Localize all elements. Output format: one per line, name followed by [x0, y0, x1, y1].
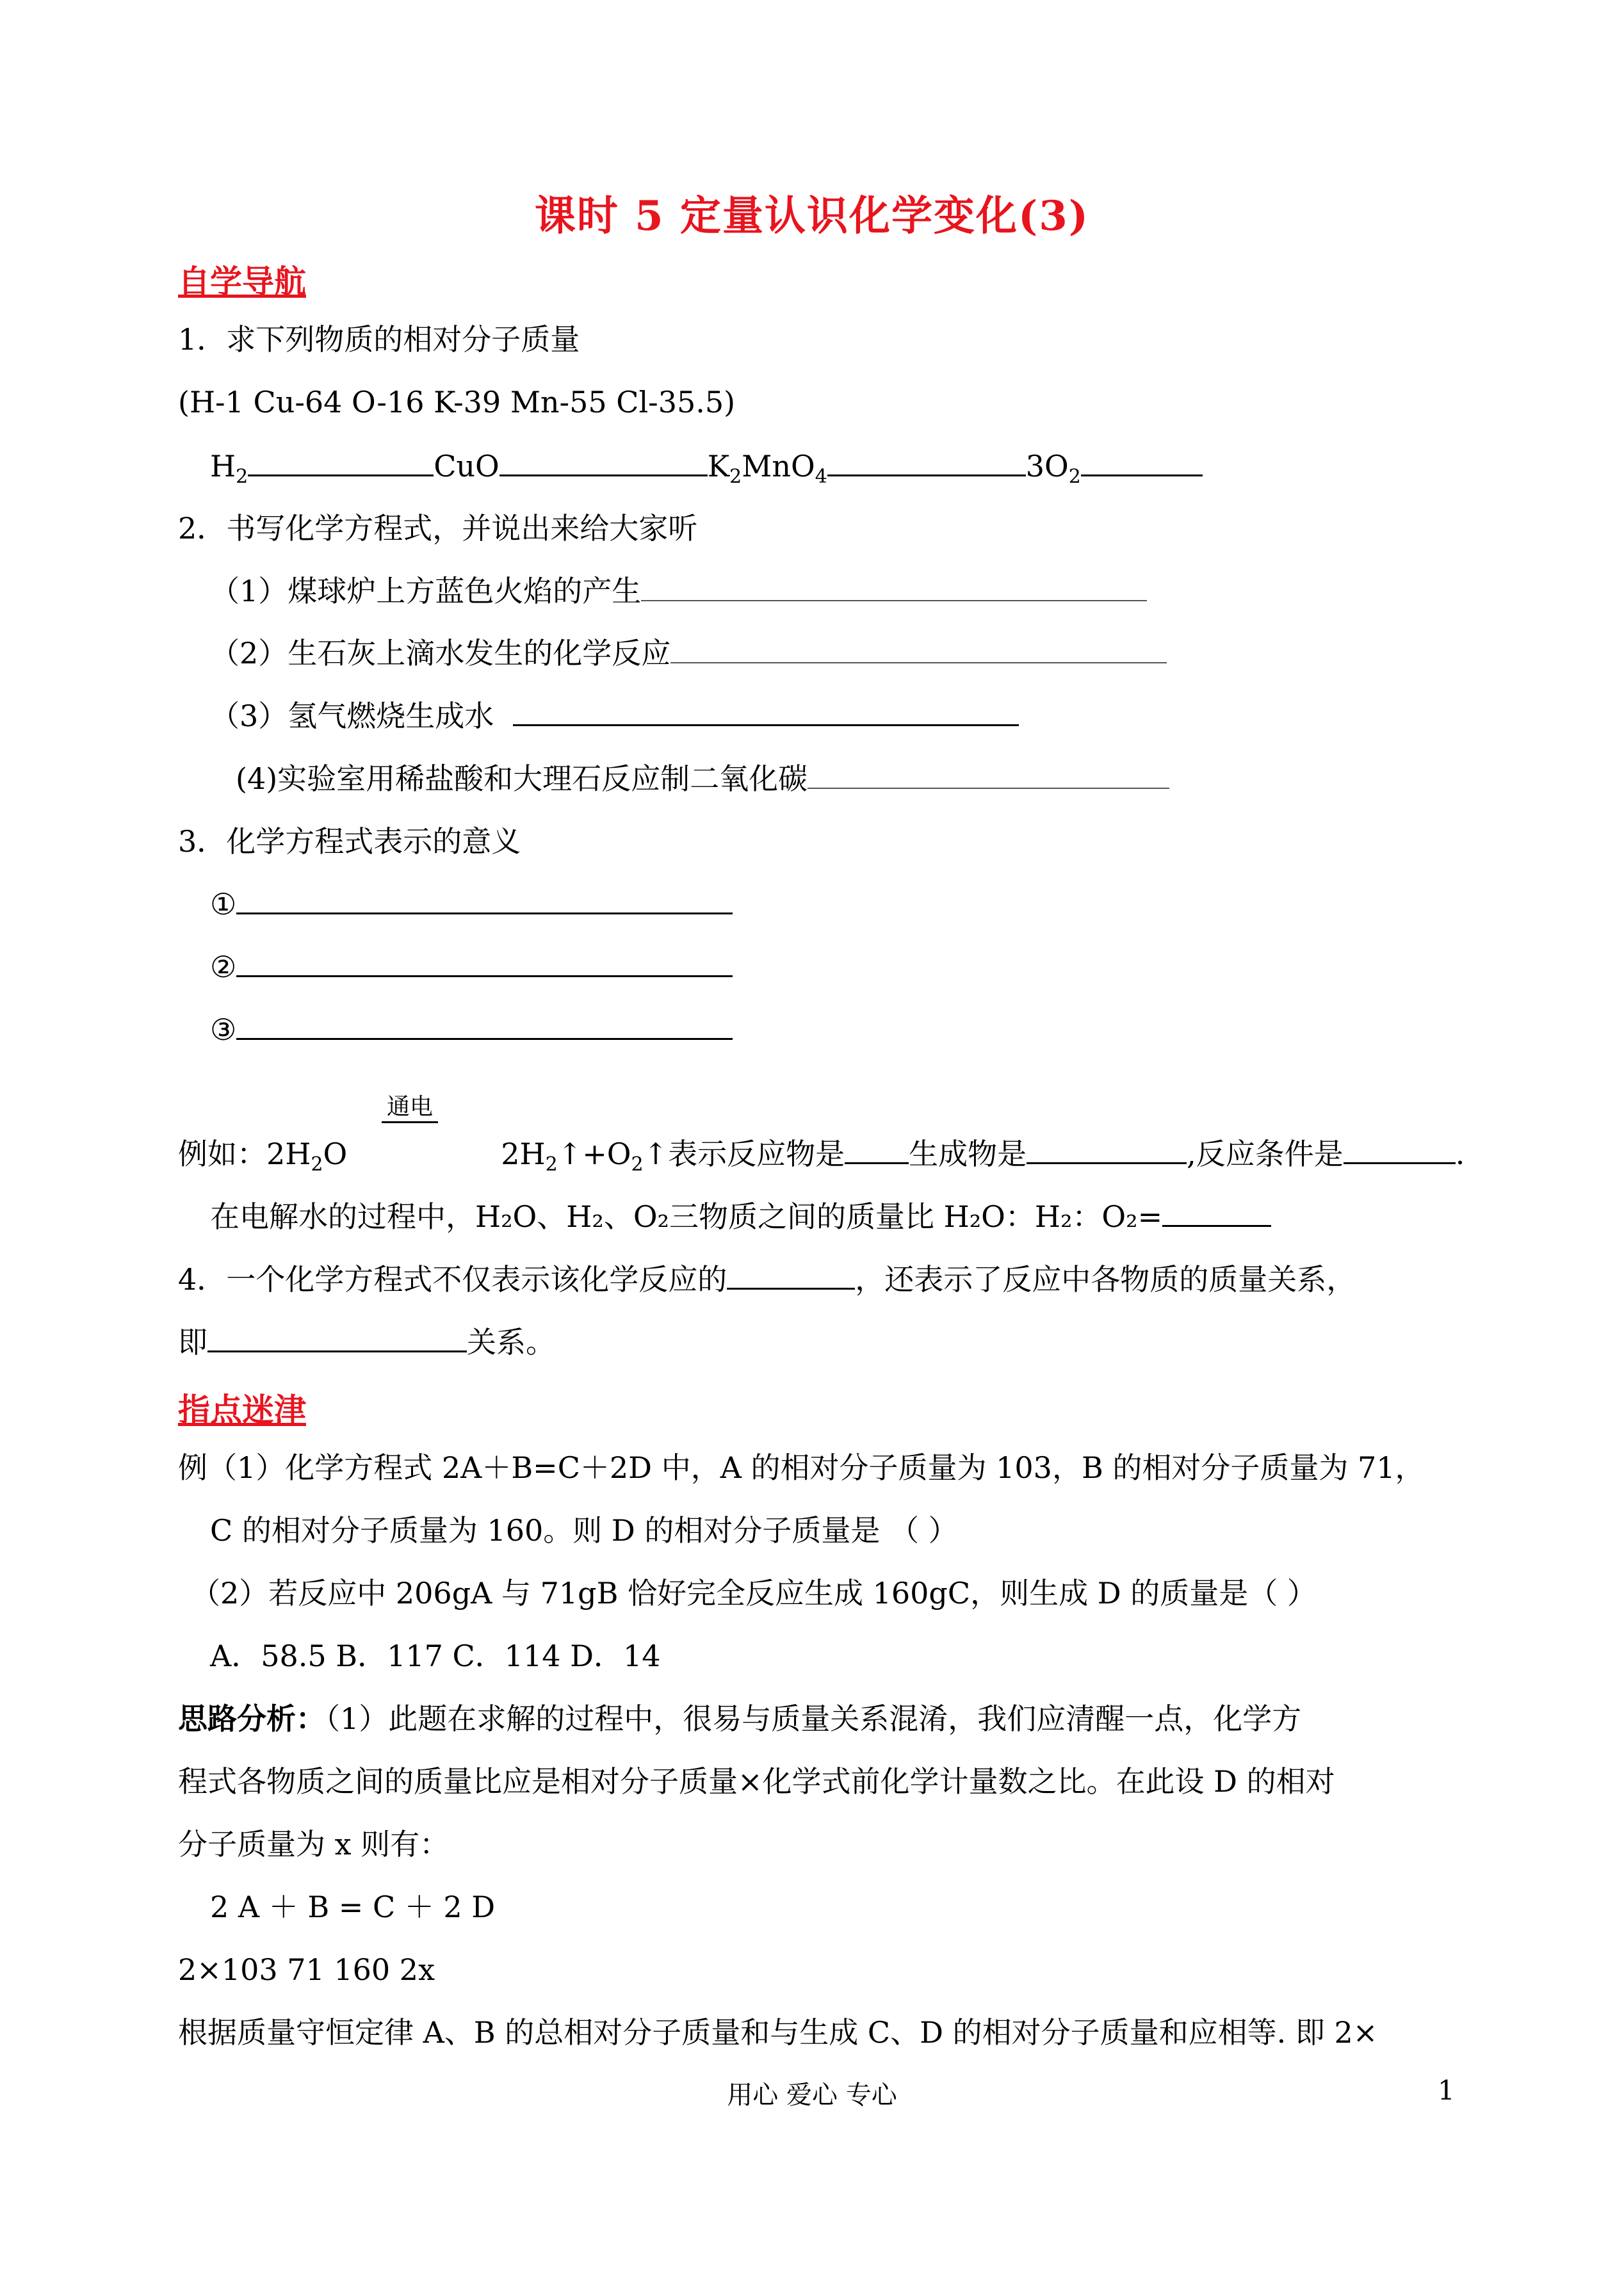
footer-motto: 用心 爱心 专心 [727, 2080, 897, 2110]
atomic-masses: (H-1 Cu-64 O-16 K-39 Mn-55 Cl-35.5) [178, 385, 736, 419]
answer-blank[interactable] [236, 887, 733, 914]
page-number: 1 [1438, 2075, 1455, 2106]
page-title: 课时 5 定量认识化学变化(3) [534, 192, 1090, 240]
o2-answer-blank[interactable] [1081, 449, 1203, 476]
answer-blank[interactable] [641, 574, 1147, 601]
ratio-blank[interactable] [1162, 1199, 1271, 1227]
mass-ratio-line: 在电解水的过程中，H₂O、H₂、O₂三物质之间的质量比 H₂O：H₂：O₂= [210, 1197, 1271, 1236]
reactant-blank[interactable] [845, 1137, 909, 1164]
question-3: 3．化学方程式表示的意义 [178, 824, 521, 859]
question-4-cont: 即 关系。 [178, 1325, 555, 1359]
h2-formula: $H_2$ [210, 449, 248, 489]
answer-blank[interactable] [808, 762, 1169, 789]
analysis-line-1: 思路分析：（1）此题在求解的过程中，很易与质量关系混淆，我们应清醒一点，化学方 [178, 1701, 1302, 1736]
question-2-item-3: （3）氢气燃烧生成水 [210, 697, 1019, 735]
answer-blank[interactable] [236, 950, 733, 977]
k2mno4-answer-blank[interactable] [827, 449, 1026, 476]
h2-answer-blank[interactable] [248, 449, 434, 476]
example-line-2: C 的相对分子质量为 160。则 D 的相对分子质量是 （ ） [210, 1513, 958, 1548]
answer-blank[interactable] [236, 1012, 733, 1040]
cuo-formula: CuO [434, 449, 499, 483]
example-line-1: 例（1）化学方程式 2A＋B=C＋2D 中，A 的相对分子质量为 103，B 的相对分子质量为 71， [178, 1450, 1425, 1485]
cuo-answer-blank[interactable] [499, 449, 708, 476]
section-heading-self-study: 自学导航 [178, 263, 306, 300]
question-2: 2．书写化学方程式，并说出来给大家听 [178, 511, 698, 546]
question-1: 1．求下列物质的相对分子质量 [178, 322, 580, 357]
equation: 2 A ＋ B = C ＋ 2 D [210, 1890, 496, 1924]
analysis-line-3: 分子质量为 x 则有： [178, 1827, 450, 1861]
product-blank[interactable] [1027, 1137, 1187, 1164]
question-4: 4．一个化学方程式不仅表示该化学反应的 ，还表示了反应中各物质的质量关系， [178, 1262, 1356, 1297]
example-options: A．58.5 B．117 C．114 D．14 [210, 1639, 661, 1673]
meaning-line-3: ③ [210, 1010, 733, 1049]
answer-blank[interactable] [727, 1262, 855, 1290]
question-2-item-4: (4)实验室用稀盐酸和大理石反应制二氧化碳 [236, 759, 1169, 798]
equation-values: 2×103 71 160 2x [178, 1952, 435, 1987]
answer-blank[interactable] [207, 1325, 467, 1352]
section-heading-guidance: 指点迷津 [178, 1391, 306, 1429]
question-2-item-2: （2）生石灰上滴水发生的化学反应 [210, 634, 1167, 672]
analysis-label: 思路分析： [178, 1701, 325, 1736]
meaning-line-2: ② [210, 948, 733, 986]
condition-blank[interactable] [1344, 1137, 1456, 1164]
analysis-line-2: 程式各物质之间的质量比应是相对分子质量×化学式前化学计量数之比。在此设 D 的相对 [178, 1764, 1335, 1799]
answer-blank[interactable] [670, 637, 1167, 663]
answer-blank[interactable] [513, 699, 1019, 726]
o2-formula: $3O_2$ [1025, 449, 1081, 489]
k2mno4-formula: $K_2MnO_4$ [707, 449, 827, 489]
reaction-condition: 通电 [382, 1089, 438, 1123]
example-line-3: （2）若反应中 206gA 与 71gB 恰好完全反应生成 160gC，则生成 D 的质量是（ ） [191, 1576, 1317, 1610]
meaning-line-1: ① [210, 885, 733, 923]
question-2-item-1: （1）煤球炉上方蓝色火焰的产生 [210, 572, 1147, 610]
question-1-blanks [210, 447, 1203, 489]
electrolysis-example: 例如：$2H_2O$ $2H_2↑+O_2↑$表示反应物是 生成物是 ,反应条件是 . [178, 1137, 1465, 1176]
analysis-line-4: 根据质量守恒定律 A、B 的总相对分子质量和与生成 C、D 的相对分子质量和应相等. 即 2× [178, 2015, 1378, 2050]
